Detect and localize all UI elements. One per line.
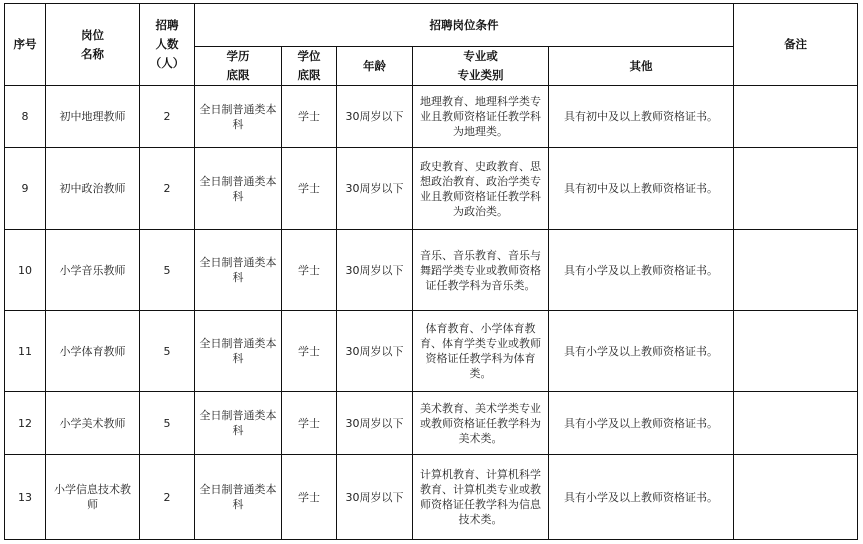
cell-seq: 9 (5, 148, 46, 230)
header-count-line3: （人） (149, 56, 185, 70)
cell-education: 全日制普通类本科 (195, 392, 282, 455)
cell-major: 政史教育、史政教育、思想政治教育、政治学类专业且教师资格证任教学科为政治类。 (413, 148, 549, 230)
cell-degree: 学士 (282, 392, 337, 455)
cell-degree: 学士 (282, 148, 337, 230)
header-remarks: 备注 (734, 4, 858, 86)
cell-post: 小学音乐教师 (46, 230, 140, 311)
cell-major: 体育教育、小学体育教育、体育学类专业或教师资格证任教学科为体育类。 (413, 311, 549, 392)
cell-other: 具有初中及以上教师资格证书。 (549, 148, 734, 230)
cell-other: 具有小学及以上教师资格证书。 (549, 392, 734, 455)
cell-seq: 13 (5, 455, 46, 540)
cell-post: 初中政治教师 (46, 148, 140, 230)
cell-remarks (734, 392, 858, 455)
header-degree-line2: 底限 (297, 68, 321, 82)
header-other: 其他 (549, 47, 734, 86)
cell-age: 30周岁以下 (337, 311, 413, 392)
header-major-line2: 专业类别 (457, 68, 504, 82)
table-row (5, 230, 858, 311)
header-education-line1: 学历 (226, 49, 250, 63)
table-row (5, 148, 858, 230)
cell-major: 计算机教育、计算机科学教育、计算机类专业或教师资格证任教学科为信息技术类。 (413, 455, 549, 540)
cell-remarks (734, 230, 858, 311)
cell-education: 全日制普通类本科 (195, 455, 282, 540)
header-education-line2: 底限 (226, 68, 250, 82)
cell-degree: 学士 (282, 86, 337, 148)
cell-education: 全日制普通类本科 (195, 230, 282, 311)
header-row-1 (5, 4, 858, 47)
cell-other: 具有小学及以上教师资格证书。 (549, 230, 734, 311)
header-post-name (46, 4, 140, 86)
header-major-line1: 专业或 (463, 49, 498, 63)
cell-major: 地理教育、地理科学类专业且教师资格证任教学科为地理类。 (413, 86, 549, 148)
header-age: 年龄 (337, 47, 413, 86)
cell-seq: 12 (5, 392, 46, 455)
cell-remarks (734, 86, 858, 148)
cell-other: 具有小学及以上教师资格证书。 (549, 455, 734, 540)
cell-seq: 10 (5, 230, 46, 311)
cell-post: 小学信息技术教师 (46, 455, 140, 540)
cell-age: 30周岁以下 (337, 86, 413, 148)
cell-degree: 学士 (282, 230, 337, 311)
cell-count: 5 (140, 230, 195, 311)
header-major (413, 47, 549, 86)
header-degree-line1: 学位 (297, 49, 321, 63)
cell-post: 小学美术教师 (46, 392, 140, 455)
cell-education: 全日制普通类本科 (195, 86, 282, 148)
header-post-name-line1: 岗位 (81, 27, 104, 42)
cell-age: 30周岁以下 (337, 455, 413, 540)
cell-seq: 8 (5, 86, 46, 148)
cell-count: 2 (140, 86, 195, 148)
header-seq: 序号 (5, 4, 46, 86)
header-education (195, 47, 282, 86)
table-row (5, 455, 858, 540)
cell-education: 全日制普通类本科 (195, 148, 282, 230)
header-count (140, 4, 195, 86)
cell-count: 2 (140, 148, 195, 230)
recruitment-table (4, 3, 858, 540)
cell-count: 5 (140, 311, 195, 392)
cell-remarks (734, 455, 858, 540)
cell-other: 具有初中及以上教师资格证书。 (549, 86, 734, 148)
cell-post: 初中地理教师 (46, 86, 140, 148)
cell-remarks (734, 148, 858, 230)
cell-other: 具有小学及以上教师资格证书。 (549, 311, 734, 392)
header-degree (282, 47, 337, 86)
cell-remarks (734, 311, 858, 392)
header-conditions: 招聘岗位条件 (195, 4, 734, 47)
cell-degree: 学士 (282, 455, 337, 540)
table-row (5, 311, 858, 392)
cell-major: 美术教育、美术学类专业或教师资格证任教学科为美术类。 (413, 392, 549, 455)
header-count-line1: 招聘 (155, 18, 179, 32)
cell-post: 小学体育教师 (46, 311, 140, 392)
table-row (5, 392, 858, 455)
cell-age: 30周岁以下 (337, 392, 413, 455)
table-row (5, 86, 858, 148)
cell-count: 5 (140, 392, 195, 455)
cell-age: 30周岁以下 (337, 148, 413, 230)
header-count-line2: 人数 (155, 37, 179, 51)
cell-age: 30周岁以下 (337, 230, 413, 311)
cell-degree: 学士 (282, 311, 337, 392)
cell-major: 音乐、音乐教育、音乐与舞蹈学类专业或教师资格证任教学科为音乐类。 (413, 230, 549, 311)
cell-education: 全日制普通类本科 (195, 311, 282, 392)
header-post-name-line2: 名称 (81, 46, 104, 61)
cell-seq: 11 (5, 311, 46, 392)
cell-count: 2 (140, 455, 195, 540)
